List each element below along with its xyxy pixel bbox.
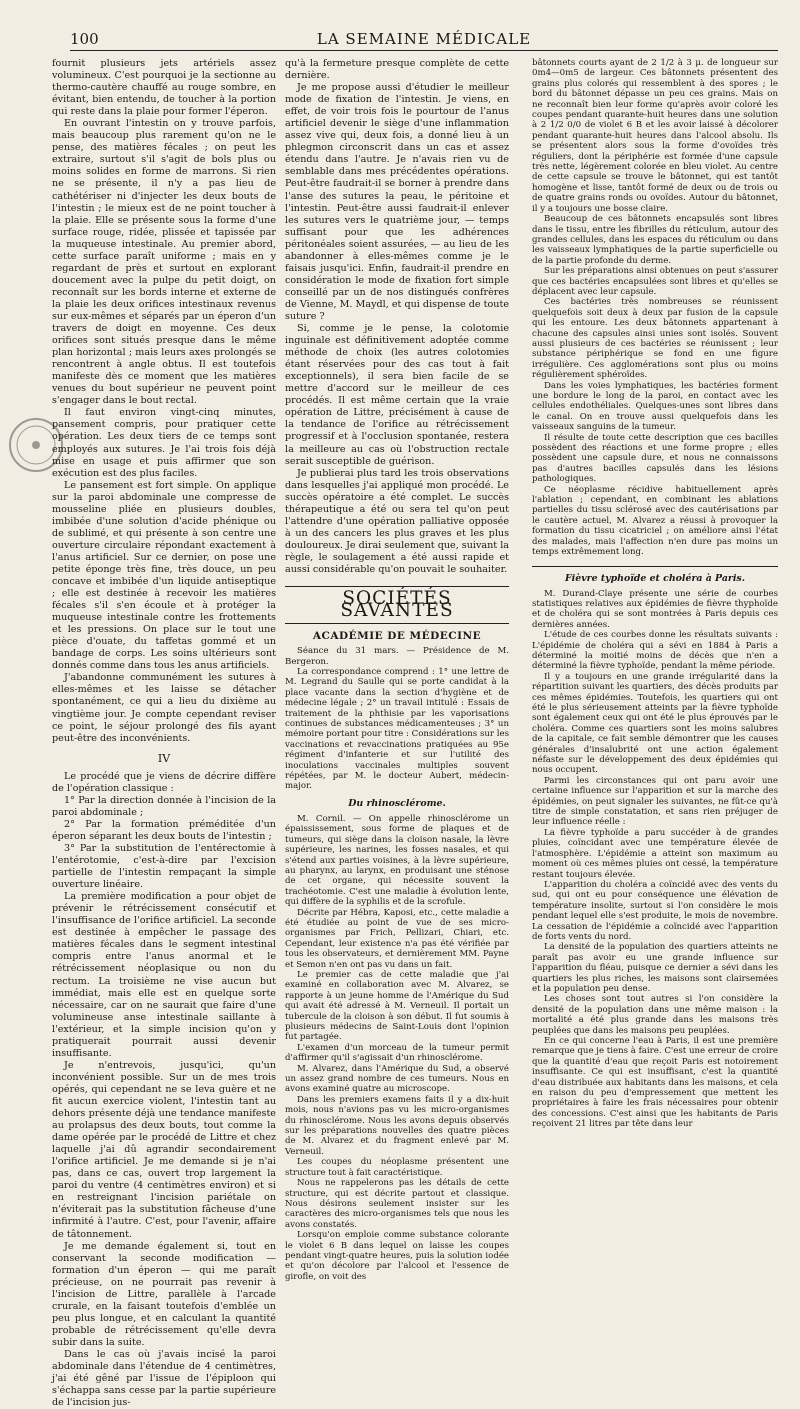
- paragraph: La fièvre typhoïde a paru succéder à de grandes pluies, coïncidant avec une température élevée de l'atmosphère. L'épidémie a atteint son maximum au moment où ces mêmes pluies ont cessé, la température restant toujours élevée.: [532, 827, 778, 880]
- paragraph: M. Alvarez, dans l'Amérique du Sud, a observé un assez grand nombre de ces tumeurs. Nous en avons examiné quatre au microscope.: [285, 1063, 509, 1095]
- paragraph: Je n'entrevois, jusqu'ici, qu'un inconvénient possible. Sur un de mes trois opérés, qui cependant ne se leva guère et ne fit aucun exercice violent, l'intestin tant au dehors présente déjà une tendance manifeste au prolapsus des deux bouts, tout comme la dame opérée par le procédé de Littre et chez laquelle j'ai dû agrandir secondairement l'orifice artificiel. Je me demande si je n'ai pas, dans ce cas, ouvert trop largement la paroi du ventre (4 centimètres environ) et si en restreignant l'incision pariétale on n'éviterait pas la substitution fâcheuse d'une infirmité à l'autre. C'est, pour l'avenir, affaire de tâtonnement.: [52, 1059, 276, 1240]
- paragraph: Il faut environ vingt-cinq minutes, pansement compris, pour pratiquer cette opération. Les deux tiers de ce temps sont employés aux sutures. Je l'ai trois fois déjà mise en usage et puis affirmer que son exécution est des plus faciles.: [52, 407, 276, 479]
- paragraph: Dans le cas où j'avais incisé la paroi abdominale dans l'étendue de 4 centimètres, j'ai été gêné par l'issue de l'épiploon qui s'échappa sans cesse par la partie supérieure de l'incision jus-: [52, 1348, 276, 1409]
- subsection-title: Du rhinosclérome.: [348, 797, 446, 809]
- paragraph: Le pansement est fort simple. On applique sur la paroi abdominale une compresse de mousseline pliée en plusieurs doubles, imbibée d'une solution d'acide phénique ou de sublimé, et qui présente à son centre une ouverture circulaire répondant exactement à l'anus artificiel. Sur ce dernier, on pose une petite éponge très fine, très douce, un peu concave et imbibée d'un liquide antiseptique ; elle est destinée à recevoir les matières fécales s'il s'en écoule et à protéger la muqueuse intestinale contre les frottements et les pressions. On place sur le tout une pièce d'ouate, du taffetas gommé et un bandage de corps. Les soins ultérieurs sont donnés comme dans tous les anus artificiels.: [52, 479, 276, 672]
- paragraph: fournit plusieurs jets artériels assez volumineux. C'est pourquoi je la sectionne au thermo-cautère chauffé au rouge sombre, en évitant, bien entendu, de toucher à la portion qui reste dans la plaie pour former l'éperon.: [52, 58, 276, 118]
- paragraph: Le premier cas de cette maladie que j'ai examiné en collaboration avec M. Alvarez, se rapporte à un jeune homme de l'Amérique du Sud qui avait été adressé à M. Verneuil. Il portait un tubercule de la cloison à son début. Il fut soumis à plusieurs médecins de Saint-Louis dont l'opinion fut partagée.: [285, 969, 509, 1043]
- paragraph: En ce qui concerne l'eau à Paris, il est une première remarque que je tiens à faire. C'est une erreur de croire que la quantité d'eau que reçoit Paris est notoirement insuffisante. Ce qui est insuffisant, c'est la quantité d'eau distribuée aux habitants dans les maisons, et cela en raison du peu d'empressement que mettent les propriétaires à faire les frais nécessaires pour obtenir des concessions. C'est ainsi que les habitants de Paris reçoivent 21 litres par tête dans leur: [532, 1036, 778, 1130]
- paragraph: Dans les voies lymphatiques, les bactéries forment une bordure le long de la paroi, en contact avec les cellules endothéliales. Quelques-unes sont libres dans le canal. On en trouve aussi quelquefois dans les vaisseaux sanguins de la tumeur.: [532, 380, 778, 433]
- paragraph: Lorsqu'on emploie comme substance colorante le violet 6 B dans lequel on laisse les coupes pendant vingt-quatre heures, puis la solution iodée et qu'on décolore par l'alcool et l'essence de girofle, on voit des: [285, 1230, 509, 1282]
- paragraph: Je me demande également si, tout en conservant la seconde modification — formation d'un éperon — qui me paraît précieuse, on ne pourrait pas revenir à l'incision de Littre, parallèle à l'arcade crurale, en la faisant toutefois d'emblée un peu plus longue, et en calculant la quantité probable de rétrécissement qu'elle devra subir dans la suite.: [52, 1240, 276, 1348]
- paragraph: M. Durand-Claye présente une série de courbes statistiques relatives aux épidémies de fièvre thyphoïde et de choléra qui se sont montrées à Paris depuis ces dernières années.: [532, 588, 778, 630]
- paragraph: L'apparition du choléra a coïncidé avec des vents du sud, qui ont eu pour conséquence une élévation de température insolite, surtout si l'on considère le mois pendant lequel elle s'est produite, le mois de novembre. La cessation de l'épidémie a coïncidé avec l'apparition de forts vents du nord.: [532, 879, 778, 942]
- session-line: Séance du 31 mars. — Présidence de M. Bergeron.: [285, 646, 509, 667]
- paragraph: Les choses sont tout autres si l'on considère la densité de la population dans une même maison : la mortalité a été plus grande dans les maisons très peuplées que dans les maisons peu peuplées.: [532, 994, 778, 1036]
- running-title: LA SEMAINE MÉDICALE: [316, 30, 532, 48]
- section-banner: SOCIÉTÉS SAVANTES: [285, 586, 509, 624]
- correspondence: La correspondance comprend : 1° une lettre de M. Legrand du Saulle qui se porte candidat à la place vacante dans la section d'hygiène et de médecine légale ; 2° un travail intitulé : Essais de traitement de la phthisie par les vaporisations continues de substances médicamenteuses ; 3° un mémoire portant pour titre : Considérations sur les vaccinations et revaccinations pratiquées au 95e régiment d'infanterie et sur l'utilité des inoculations vaccinales multiples souvent répétées, par M. le docteur Aubert, médecin-major.: [285, 666, 509, 792]
- paragraph: Il y a toujours en une grande irrégularité dans la répartition suivant les quartiers, des décès produits par ces mêmes épidémies. Toutefois, les quartiers qui ont été le plus sérieusement atteints par la fièvre typhoïde sont également ceux qui ont été le plus éprouvés par le choléra. Comme ces quartiers sont les moins salubres de la capitale, ce fait semble démontrer que les causes générales d'insalubrité ont une action également néfaste sur le développement des deux épidémies qui nous occupent.: [532, 671, 778, 776]
- paragraph: 1° Par la direction donnée à l'incision de la paroi abdominale ;: [52, 794, 276, 818]
- paragraph: L'examen d'un morceau de la tumeur permit d'affirmer qu'il s'agissait d'un rhinosclérome.: [285, 1042, 509, 1064]
- paragraph: Je publierai plus tard les trois observations dans lesquelles j'ai appliqué mon procédé. Le succès opératoire a été complet. Le succès thérapeutique a été ou sera tel qu'on peut l'attendre d'une opération palliative opposée à un des cancers les plus graves et les plus douloureux. Je dirai seulement que, suivant la règle, le soulagement a été aussi rapide et aussi considérable qu'on pouvait le souhaiter.: [285, 467, 509, 575]
- paragraph: Si, comme je le pense, la colotomie inguinale est définitivement adoptée comme méthode de choix (les autres colotomies étant réservées pour des cas tout à fait exceptionnels), il sera bien facile de se mettre d'accord sur le meilleur de ces procédés. Il est même certain que la vraie opération de Littre, précisément à cause de la tendance de l'orifice au rétrécissement progressif et à l'occlusion spontanée, restera la meilleure au cas où l'obstruction rectale serait susceptible de guérison.: [285, 323, 509, 467]
- paragraph: Parmi les circonstances qui ont paru avoir une certaine influence sur l'apparition et sur la marche des épidémies, on peut signaler les suivantes, ne fût-ce qu'à titre de simple constatation, et sans rien préjuger de leur influence réelle :: [532, 775, 778, 828]
- column-2: [285, 58, 509, 1282]
- paragraph: Beaucoup de ces bâtonnets encapsulés sont libres dans le tissu, entre les fibrilles du réticulum, autour des grandes cellules, dans les espaces du réticulum ou dans les vaisseaux lymphatiques de la partie superficielle ou de la partie profonde du derme.: [532, 214, 778, 266]
- paragraph: Décrite par Hébra, Kaposi, etc., cette maladie a été étudiée au point de vue de ses micro-organismes par Frich, Pellizari, Chiari, etc. Cependant, leur existence n'a pas été vérifiée par tous les observateurs, et dernièrement MM. Payne et Semon n'en ont pas vu dans un fait.: [285, 907, 509, 970]
- section-numeral: IV: [157, 751, 171, 765]
- paragraph: La densité de la population des quartiers atteints ne paraît pas avoir eu une grande influence sur l'apparition du fléau, puisque ce dernier a sévi dans les quartiers les plus riches, les maisons sont clairsemées et la population peu dense.: [532, 942, 778, 994]
- paragraph: bâtonnets courts ayant de 2 1/2 à 3 μ. de longueur sur 0m4—0m5 de largeur. Ces bâtonnets présentent des grains plus colorés qui ressemblent à des spores ; le bord du bâtonnet dépasse un peu ces grains. Mais on ne reconnaît bien leur forme qu'après avoir coloré les coupes pendant quarante-huit heures dans une solution à 2 1/2 0/0 de violet 6 B et les avoir laissé à décolorer pendant quarante-huit heures dans l'alcool absolu. Ils se présentent alors sous la forme d'ovoïdes très réguliers, dont la périphérie est formée d'une capsule très nette, légèrement colorée en bleu violet. Au centre de cette capsule se trouve le bâtonnet, qui est tantôt homogène et lisse, tantôt formé de deux ou de trois ou de quatre grains ronds ou ovoïdes. Autour du bâtonnet, il y a toujours une bosse claire.: [532, 58, 778, 214]
- paragraph: Sur les préparations ainsi obtenues on peut s'assurer que ces bactéries encapsulées sont libres et qu'elles se déplacent avec leur capsule.: [532, 266, 778, 297]
- paragraph: 3° Par la substitution de l'entérectomie à l'entérotomie, c'est-à-dire par l'excision partielle de l'intestin rempaçant la simple ouverture linéaire.: [52, 843, 276, 891]
- subsection-title: Fièvre typhoïde et choléra à Paris.: [565, 572, 745, 584]
- paragraph: Le procédé que je viens de décrire diffère de l'opération classique :: [52, 770, 276, 794]
- paragraph: Dans les premiers examens faits il y a dix-huit mois, nous n'avions pas vu les micro-organismes du rhinosclérome. Nous les avons depuis observés sur les préparations nouvelles des quatre pièces de M. Alvarez et du fragment enlevé par M. Verneuil.: [285, 1094, 509, 1157]
- paragraph: J'abandonne communément les sutures à elles-mêmes et les laisse se détacher spontanément, ce qui a lieu du dixième au vingtième jour. Je compte cependant reviser ce point, le séjour prolongé des fils ayant peut-être des inconvénients.: [52, 672, 276, 744]
- column-1: [52, 58, 276, 1409]
- paragraph: M. Cornil. — On appelle rhinosclérome un épaississement, sous forme de plaques et de tumeurs, qui siège dans la cloison nasale, la lèvre supérieure, les narines, les fosses nasales, et qui s'étend aux parties voisines, à la lèvre supérieure, au pharynx, au larynx, en produisant une sténose de cet organe, qui nécessite souvent la trachéotomie. C'est une maladie à évolution lente, qui diffère de la syphilis et de la scrofule.: [285, 813, 509, 908]
- divider: [532, 566, 778, 567]
- paragraph: L'étude de ces courbes donne les résultats suivants : L'épidémie de choléra qui a sévi en 1884 à Paris a déterminé la moitié moins de décès que n'en a déterminé la fièvre typhoïde, pendant la même période.: [532, 630, 778, 672]
- paragraph: Les coupes du néoplasme présentent une structure tout à fait caractéristique.: [285, 1157, 509, 1178]
- paragraph: En ouvrant l'intestin on y trouve parfois, mais beaucoup plus rarement qu'on ne le pense, des matières fécales ; on peut les extraire, surtout s'il s'agit de bols plus ou moins solides en forme de marrons. Si rien ne se présente, il n'y a pas lieu de cathétériser ni d'injecter les deux bouts de l'intestin ; le mieux est de ne point toucher à la plaie. Elle se présente sous la forme d'une surface rouge, ridée, plissée et tapissée par la muqueuse intestinale. Au premier abord, cette surface paraît uniforme ; mais en y regardant de près et surtout en explorant doucement avec la pulpe du petit doigt, on reconnaît sur les bords interne et externe de la plaie les deux orifices intestinaux revenus sur eux-mêmes et séparés par un éperon d'un travers de doigt en moyenne. Ces deux orifices sont situés presque dans le même plan horizontal ; mais leurs axes prolongés se rencontrent à angle obtus. Il est toutefois manifeste dès ce moment que les matières venues du bout supérieur ne peuvent point s'engager dans le bout rectal.: [52, 118, 276, 407]
- paragraph: 2° Par la formation préméditée d'un éperon séparant les deux bouts de l'intestin ;: [52, 818, 276, 842]
- paragraph: Ce néoplasme récidive habituellement après l'ablation ; cependant, en combinant les ablations partielles du tissu sclérosé avec des cautérisations par le cautère actuel, M. Alvarez a réussi à provoquer la formation du tissu cicatriciel ; on améliore ainsi l'état des malades, mais l'affection n'en dure pas moins un temps extrêmement long.: [532, 484, 778, 558]
- page-header: [70, 28, 778, 51]
- paragraph: Nous ne rappelerons pas les détails de cette structure, qui est décrite partout et classique. Nous désirons seulement insister sur les caractères des micro-organismes tels que nous les avons constatés.: [285, 1178, 509, 1230]
- paragraph: Ces bactéries très nombreuses se réunissent quelquefois soit deux à deux par fusion de la capsule qui les entoure. Les deux bâtonnets appartenant à chacune des capsules ainsi unies sont isolés. Souvent aussi plusieurs de ces bactéries se réunissent ; leur substance périphérique se fond en une figure irrégulière. Ces agglomérations sont plus ou moins régulièrement sphéroïdes.: [532, 297, 778, 381]
- column-3: [532, 58, 778, 1130]
- academy-heading: ACADÉMIE DE MÉDECINE: [312, 630, 482, 643]
- paragraph: qu'à la fermeture presque complète de cette dernière.: [285, 58, 509, 82]
- paragraph: Il résulte de toute cette description que ces bacilles possèdent des réactions et une forme propre ; elles possèdent une capsule dure, et nous ne connaissons pas d'autres bacilles capsulés dans les lésions pathologiques.: [532, 432, 778, 485]
- page-number: 100: [70, 30, 99, 48]
- paragraph: Je me propose aussi d'étudier le meilleur mode de fixation de l'intestin. Je viens, en effet, de voir trois fois le pourtour de l'anus artificiel devenir le siège d'une inflammation assez vive qui, deux fois, a donné lieu à un phlegmon circonscrit dans un cas et assez étendu dans l'autre. Je n'avais rien vu de semblable dans mes précédentes opérations. Peut-être faudrait-il se borner à prendre dans l'anse des sutures la peau, le péritoine et l'intestin. Peut-être aussi faudrait-il enlever les sutures vers le quatrième jour, — temps suffisant pour que les adhérences péritonéales soient assurées, — au lieu de les abandonner à elles-mêmes comme je le faisais jusqu'ici. Enfin, faudrait-il prendre en considération le mode de fixation fort simple conseillé par un de nos distingués confrères de Vienne, M. Maydl, et qui dispense de toute suture ?: [285, 82, 509, 322]
- paragraph: La première modification a pour objet de prévenir le rétrécissement consécutif et l'insuffisance de l'orifice artificiel. La seconde est destinée à empêcher le passage des matières fécales dans le segment intestinal compris entre l'anus anormal et le rétrécissement néoplasique ou non du rectum. La troisième ne vise aucun but immédiat, mais elle est en quelque sorte nécessaire, car on ne saurait que faire d'une volumineuse anse intestinale saillante à l'extérieur, et la simple incision qu'on y pratiquerait pourrait aussi devenir insuffisante.: [52, 891, 276, 1059]
